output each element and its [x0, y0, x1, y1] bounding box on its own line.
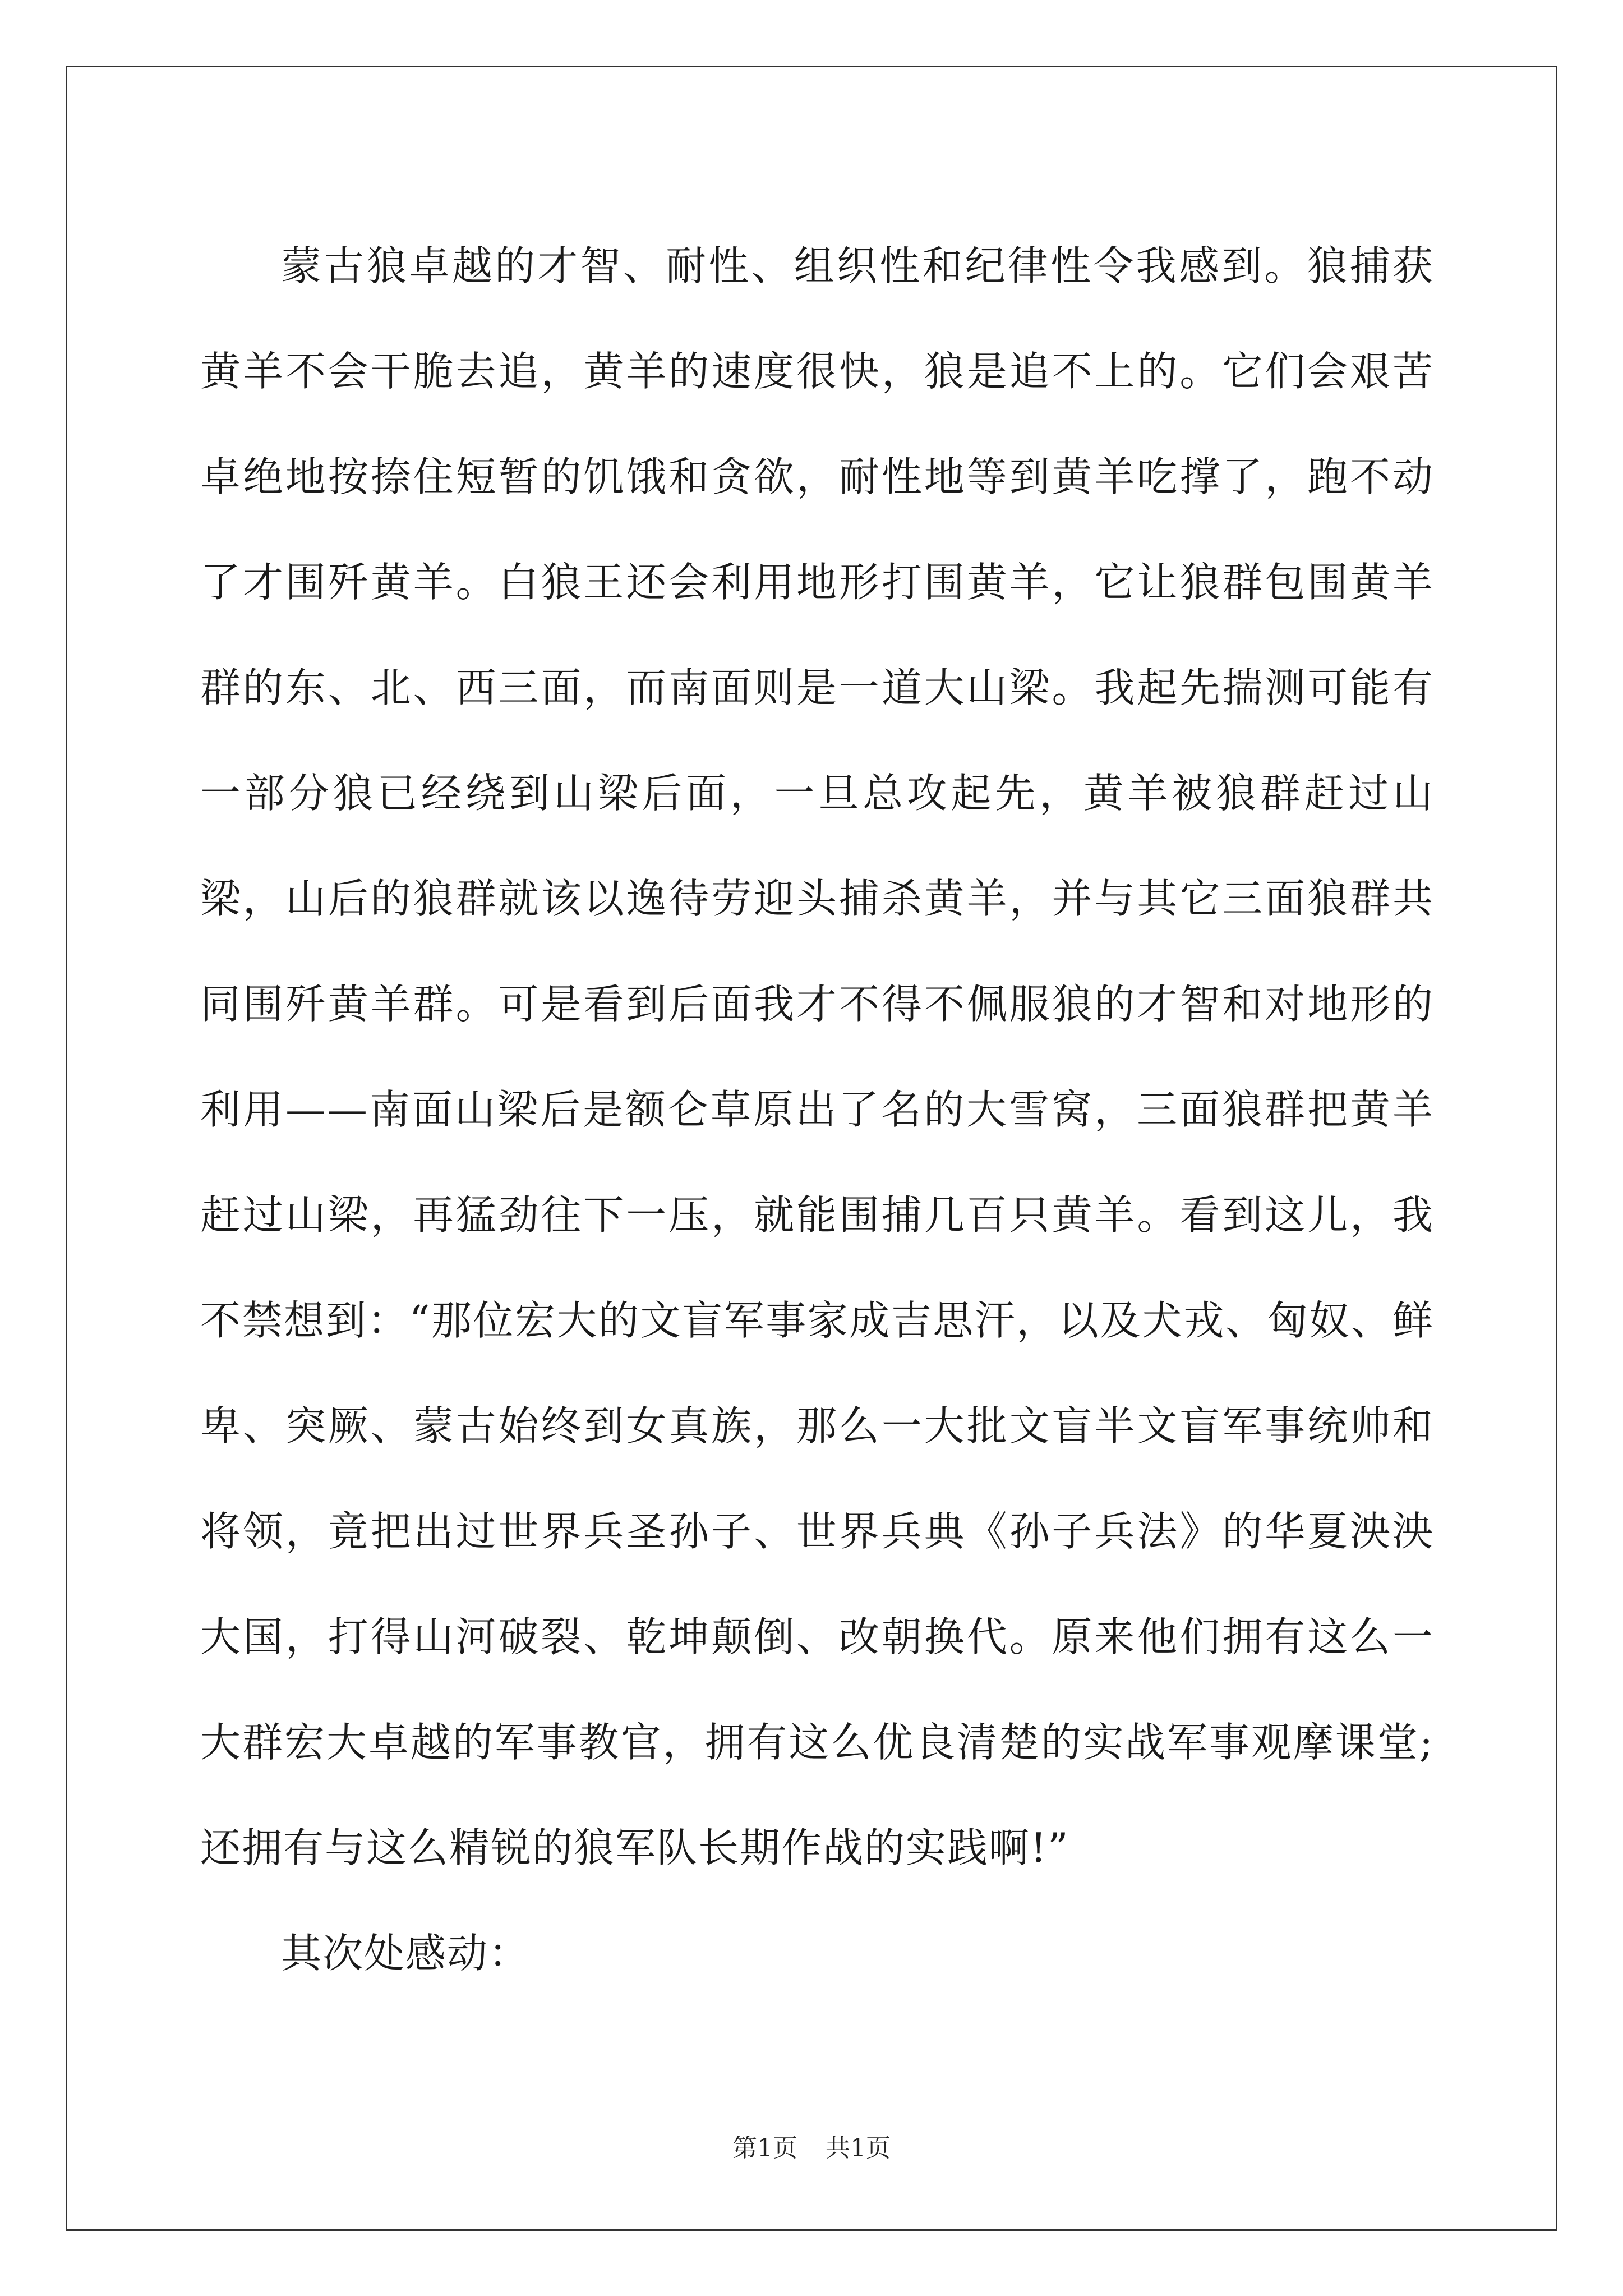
paragraph-1: 蒙古狼卓越的才智、耐性、组织性和纪律性令我感到。狼捕获黄羊不会干脆去追，黄羊的速度很快，狼是追不上的。它们会艰苦卓绝地按捺住短暂的饥饿和贪欲，耐性地等到黄羊吃撑了，跑不动了才围歼黄羊。白狼王还会利用地形打围黄羊，它让狼群包围黄羊群的东、北、西三面，而南面则是一道大山梁。我起先揣测可能有一部分狼已经绕到山梁后面，一旦总攻起先，黄羊被狼群赶过山梁，山后的狼群就该以逸待劳迎头捕杀黄羊，并与其它三面狼群共同围歼黄羊群。可是看到后面我才不得不佩服狼的才智和对地形的利用——南面山梁后是额仑草原出了名的大雪窝，三面狼群把黄羊赶过山梁，再猛劲往下一压，就能围捕几百只黄羊。看到这儿，我不禁想到：“那位宏大的文盲军事家成吉思汗，以及犬戎、匈奴、鲜卑、突厥、蒙古始终到女真族，那么一大批文盲半文盲军事统帅和将领，竟把出过世界兵圣孙子、世界兵典《孙子兵法》的华夏泱泱大国，打得山河破裂、乾坤颠倒、改朝换代。原来他们拥有这么一大群宏大卓越的军事教官，拥有这么优良清楚的实战军事观摩课堂;还拥有与这么精锐的狼军队长期作战的实践啊!”: [200, 242, 1434, 1871]
document-body: [200, 213, 1434, 2006]
paragraph-2: 其次处感动：: [281, 1930, 531, 1977]
page-footer: [0, 2132, 1623, 2165]
page-number-current: 第1页: [732, 2134, 797, 2162]
page-number-total: 共1页: [826, 2134, 891, 2162]
